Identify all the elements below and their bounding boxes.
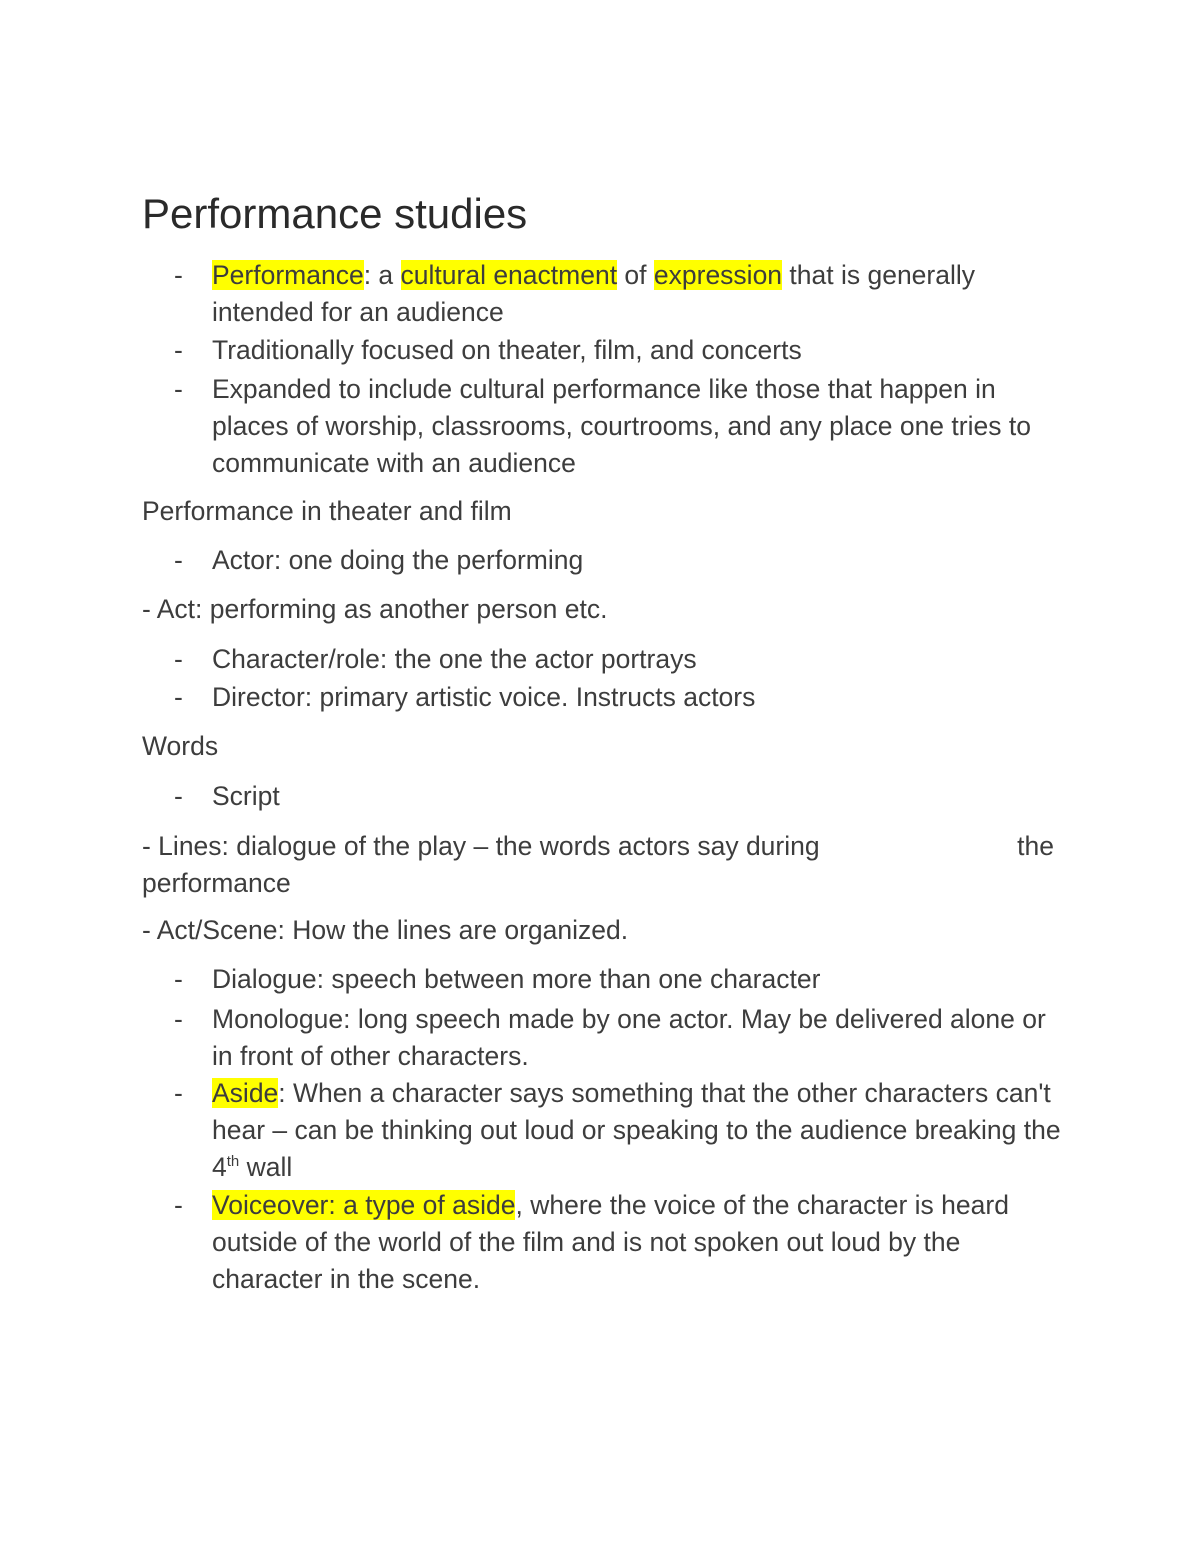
- list-item: [142, 1075, 1072, 1186]
- list-item: [142, 1001, 1072, 1075]
- list-item: [142, 257, 1072, 331]
- page-title: Performance studies: [142, 190, 528, 237]
- bullet-marker: -: [174, 644, 183, 674]
- bullet-marker: -: [174, 335, 183, 365]
- list-item-text: Actor: one doing the performing: [212, 545, 584, 575]
- text-span: of: [617, 260, 654, 290]
- list-item-text: Expanded to include cultural performance like those that happen in places of worship, classrooms, courtrooms, and any place one tries to communicate with an audience: [212, 374, 1031, 478]
- bullet-marker: -: [174, 260, 183, 290]
- list-item: [142, 1187, 1072, 1298]
- bullet-marker: -: [174, 374, 183, 404]
- list-item-text: [212, 1187, 1072, 1298]
- bullet-marker: -: [174, 1004, 183, 1034]
- list-item-text: Character/role: the one the actor portrays: [212, 644, 697, 674]
- list-item-text: [212, 257, 1072, 331]
- list-item: [142, 961, 1072, 998]
- list-item-text: Monologue: long speech made by one actor. May be delivered alone or in front of other characters.: [212, 1004, 1046, 1071]
- list-item-text: Director: primary artistic voice. Instructs actors: [212, 682, 756, 712]
- list-item: [142, 679, 1072, 716]
- bullet-marker: -: [174, 545, 183, 575]
- list-item-text: Traditionally focused on theater, film, and concerts: [212, 335, 802, 365]
- text-span: that is generally intended for an audience: [212, 260, 976, 327]
- highlighted-term: Performance: [212, 260, 364, 290]
- text-span: : When a character says something that the other characters can't hear – can be thinking out loud or speaking to the audience breaking the 4: [212, 1078, 1061, 1182]
- list-item: [142, 371, 1072, 482]
- superscript: th: [226, 1153, 240, 1170]
- section-heading: Performance in theater and film: [142, 496, 512, 526]
- bullet-marker: -: [174, 781, 183, 811]
- highlighted-term: Aside: [212, 1078, 279, 1108]
- text-span: wall: [239, 1152, 293, 1182]
- list-item: [142, 641, 1072, 678]
- paragraph: [142, 828, 1072, 902]
- list-item: [142, 778, 1072, 815]
- text-span: performance: [142, 868, 291, 898]
- text-span: the: [1017, 831, 1054, 861]
- bullet-marker: -: [174, 1078, 183, 1108]
- highlighted-term: expression: [653, 260, 783, 290]
- bullet-marker: -: [174, 964, 183, 994]
- paragraph: - Act/Scene: How the lines are organized.: [142, 915, 629, 945]
- list-item-text: Dialogue: speech between more than one character: [212, 964, 821, 994]
- list-item-text: Script: [212, 781, 280, 811]
- highlighted-term: Voiceover: a type of aside: [212, 1190, 516, 1220]
- text-span: , where the voice of the character is heard outside of the world of the film and is not spoken out loud by the character in the scene.: [212, 1190, 1009, 1294]
- list-item: [142, 542, 1072, 579]
- text-span: : a: [363, 260, 401, 290]
- justified-line: [142, 828, 1054, 865]
- section-heading: Words: [142, 731, 219, 761]
- bullet-marker: -: [174, 1190, 183, 1220]
- list-item: [142, 332, 1072, 369]
- paragraph: - Act: performing as another person etc.: [142, 594, 608, 624]
- bullet-marker: -: [174, 682, 183, 712]
- text-span: - Lines: dialogue of the play – the words actors say during: [142, 831, 820, 861]
- list-item-text: [212, 1075, 1072, 1186]
- highlighted-term: cultural enactment: [400, 260, 618, 290]
